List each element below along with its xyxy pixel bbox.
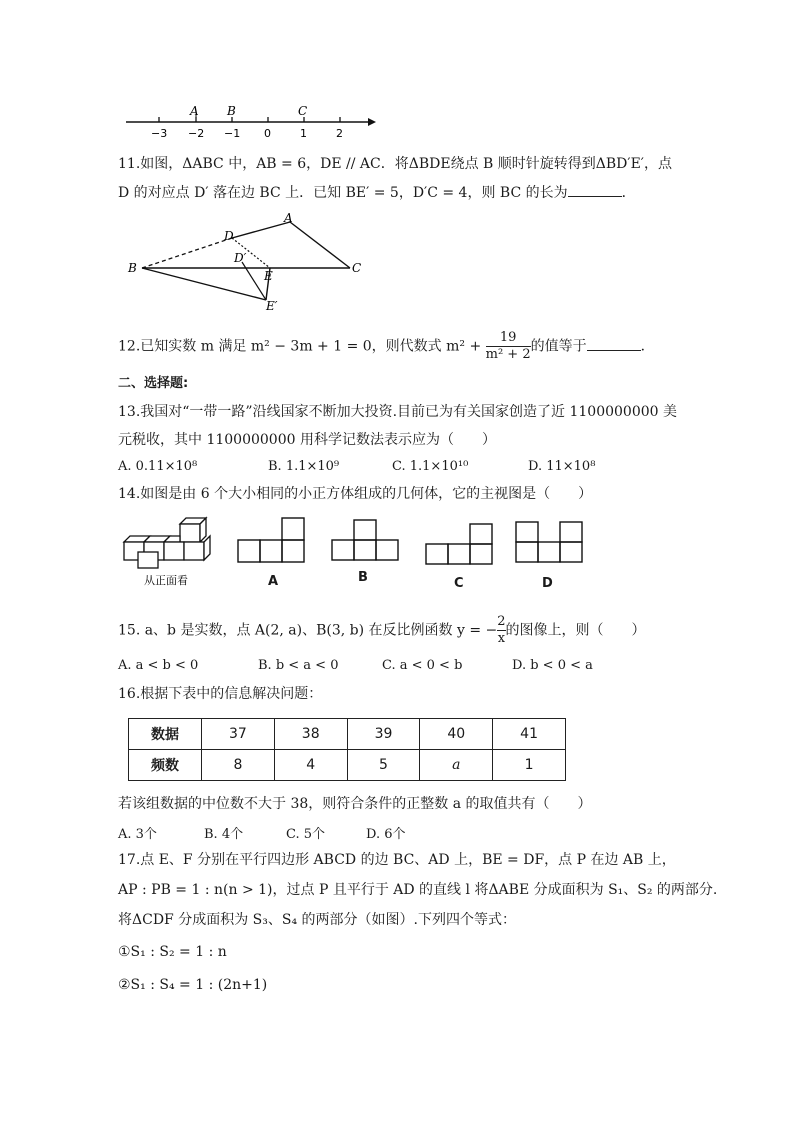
row-header: 数据 [129, 719, 202, 750]
q11-line2-end: ． [621, 185, 636, 201]
number-line-figure [124, 104, 384, 144]
table-cell: 39 [347, 719, 420, 750]
q16-option-a: A. 3个 [118, 827, 157, 842]
point-label-a: A [190, 104, 199, 118]
vertex-label-d-prime: D′ [234, 251, 247, 265]
fraction-denominator: m² + 2 [485, 347, 531, 362]
q16-option-b: B. 4个 [204, 827, 244, 842]
q14-option-a-figure [236, 516, 308, 568]
q11-line1: 11.如图，ΔABC 中，AB = 6，DE // AC．将ΔBDE绕点 B 顺时针旋转得到ΔBD′E′，点 [118, 156, 672, 172]
tick-label: 1 [300, 127, 307, 140]
q15-fraction [497, 614, 505, 647]
answer-blank [568, 182, 622, 197]
q12-text: 12.已知实数 m 满足 m² − 3m + 1 = 0，则代数式 m² + [118, 338, 482, 355]
q12-line [118, 330, 655, 363]
q12-end: ． [640, 338, 655, 355]
q17-equation-2: ②S₁ : S₄ = 1 : (2n+1) [118, 977, 268, 993]
q13-option-c: C. 1.1×10¹⁰ [392, 459, 469, 474]
q14-option-d-label: D [542, 576, 553, 591]
q15-text: 15. a、b 是实数，点 A(2, a)、B(3, b) 在反比例函数 y = − [118, 622, 498, 639]
tick-label: −2 [188, 127, 205, 140]
q17-equation-1: ①S₁ : S₂ = 1 : n [118, 944, 227, 960]
q11-line2 [118, 182, 636, 203]
q16-line1: 16.根据下表中的信息解决问题： [118, 686, 323, 702]
q15-option-a: A. a < b < 0 [118, 658, 199, 673]
tick-label: −3 [151, 127, 168, 140]
view-caption: 从正面看 [144, 574, 188, 587]
vertex-label-a: A [284, 211, 293, 225]
table-cell: a [420, 750, 493, 781]
row-header: 频数 [129, 750, 202, 781]
arrow-right-icon [368, 118, 376, 126]
answer-blank [587, 336, 641, 351]
q15-text-2: 的图像上，则（ ） [505, 622, 646, 639]
q14-option-c-figure [424, 522, 496, 570]
q14-option-c-label: C [454, 576, 464, 591]
fraction-numerator: 19 [499, 330, 517, 345]
table-cell: 38 [274, 719, 347, 750]
q15-option-c: C. a < 0 < b [382, 658, 463, 673]
fraction-numerator: 2 [497, 614, 506, 629]
q13-option-b: B. 1.1×10⁹ [268, 459, 340, 474]
q14-option-b-figure [330, 518, 402, 566]
q16-line2: 若该组数据的中位数不大于 38，则符合条件的正整数 a 的取值共有（ ） [118, 796, 592, 812]
q14-line1: 14.如图是由 6 个大小相同的小正方体组成的几何体，它的主视图是（ ） [118, 486, 593, 502]
table-row [129, 750, 566, 781]
q17-line3: 将ΔCDF 分成面积为 S₃、S₄ 的两部分（如图）.下列四个等式： [118, 912, 516, 928]
q11-triangle-figure [124, 212, 384, 312]
q13-option-a: A. 0.11×10⁸ [118, 459, 198, 474]
table-cell: 8 [202, 750, 275, 781]
section-heading: 二、选择题: [118, 376, 189, 391]
point-label-c: C [298, 104, 308, 118]
q16-option-d: D. 6个 [366, 827, 406, 842]
vertex-label-e-prime: E′ [266, 299, 278, 313]
q12-fraction [486, 330, 531, 363]
q11-line2-text: D 的对应点 D′ 落在边 BC 上．已知 BE′ = 5，D′C = 4，则 BC 的长为 [118, 185, 568, 201]
q15-line [118, 614, 646, 647]
vertex-label-c: C [352, 261, 362, 275]
q17-line1: 17.点 E、F 分别在平行四边形 ABCD 的边 BC、AD 上，BE = DF，点 P 在边 AB 上， [118, 852, 676, 868]
q15-option-d: D. b < 0 < a [512, 658, 593, 673]
vertex-label-b: B [128, 261, 137, 275]
q14-solid-figure [122, 518, 222, 590]
fraction-denominator: x [497, 631, 506, 646]
q13-line1: 13.我国对“一带一路”沿线国家不断加大投资.目前已为有关国家创造了近 1100000000 美 [118, 404, 678, 420]
table-cell: 5 [347, 750, 420, 781]
vertex-label-e: E [264, 269, 273, 283]
table-cell: 37 [202, 719, 275, 750]
tick-label: 2 [336, 127, 343, 140]
q15-option-b: B. b < a < 0 [258, 658, 339, 673]
q14-option-a-label: A [268, 574, 279, 589]
tick-label: 0 [264, 127, 271, 140]
q13-line2: 元税收，其中 1100000000 用科学记数法表示应为（ ） [118, 432, 496, 448]
q13-option-d: D. 11×10⁸ [528, 459, 596, 474]
q14-option-b-label: B [358, 570, 368, 585]
q17-line2: AP : PB = 1 : n(n > 1)，过点 P 且平行于 AD 的直线 l 将ΔABE 分成面积为 S₁、S₂ 的两部分. [118, 882, 718, 898]
tick-label: −1 [224, 127, 241, 140]
table-cell: 4 [274, 750, 347, 781]
table-cell: 41 [493, 719, 566, 750]
q12-text-2: 的值等于 [530, 338, 587, 355]
table-cell: 40 [420, 719, 493, 750]
point-label-b: B [227, 104, 236, 118]
table-row [129, 719, 566, 750]
q16-option-c: C. 5个 [286, 827, 326, 842]
table-cell: 1 [493, 750, 566, 781]
q14-option-d-figure [514, 520, 586, 568]
frequency-table [128, 718, 566, 781]
vertex-label-d: D [224, 229, 234, 243]
